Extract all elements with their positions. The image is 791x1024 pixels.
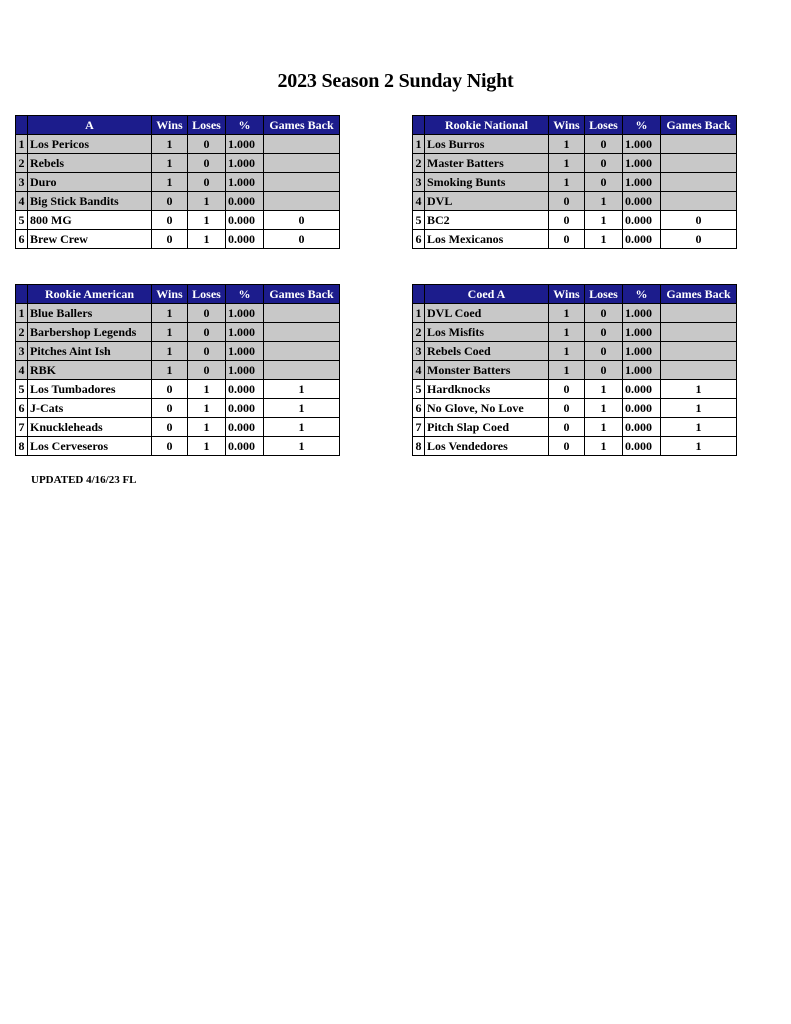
table-row [413,399,737,418]
table-row [413,437,737,456]
loses-header: Loses [188,116,226,135]
table-row [413,173,737,192]
pct-cell: 1.000 [226,135,264,154]
pct-cell: 0.000 [623,418,661,437]
pct-header: % [226,285,264,304]
games-back-cell: 1 [264,418,340,437]
rank-cell: 5 [413,380,425,399]
pct-cell: 0.000 [623,399,661,418]
games-back-cell: 0 [264,211,340,230]
loses-cell: 0 [585,323,623,342]
team-name-cell: Pitches Aint Ish [28,342,152,361]
games-back-cell: 0 [661,230,737,249]
loses-cell: 0 [585,173,623,192]
wins-cell: 0 [152,230,188,249]
team-name-cell: RBK [28,361,152,380]
pct-cell: 0.000 [623,230,661,249]
table-row [413,135,737,154]
rank-header [413,116,425,135]
table-row [413,342,737,361]
pct-cell: 0.000 [623,211,661,230]
standings-table-rookie-national [412,115,737,249]
wins-cell: 1 [152,173,188,192]
team-name-cell: Smoking Bunts [425,173,549,192]
loses-cell: 0 [188,173,226,192]
standings-table-a [15,115,340,249]
games-back-cell: 1 [264,380,340,399]
rank-cell: 2 [16,154,28,173]
wins-cell: 1 [152,323,188,342]
pct-cell: 1.000 [623,361,661,380]
table-row [413,380,737,399]
wins-cell: 0 [152,437,188,456]
loses-cell: 1 [585,211,623,230]
wins-cell: 1 [152,342,188,361]
pct-cell: 0.000 [226,418,264,437]
games-back-cell [661,342,737,361]
wins-cell: 1 [549,323,585,342]
rank-cell: 1 [16,135,28,154]
loses-header: Loses [585,116,623,135]
team-name-cell: Los Burros [425,135,549,154]
games-back-header: Games Back [264,116,340,135]
rank-cell: 1 [413,135,425,154]
rank-header [16,116,28,135]
pct-cell: 1.000 [226,173,264,192]
rank-cell: 5 [16,380,28,399]
loses-cell: 0 [188,304,226,323]
wins-cell: 0 [152,418,188,437]
division-header: Rookie American [28,285,152,304]
pct-cell: 1.000 [226,342,264,361]
wins-header: Wins [152,285,188,304]
pct-cell: 1.000 [623,135,661,154]
team-name-cell: Los Vendedores [425,437,549,456]
wins-cell: 0 [549,399,585,418]
table-row [413,230,737,249]
table-row [16,399,340,418]
games-back-cell [264,173,340,192]
team-name-cell: Rebels Coed [425,342,549,361]
games-back-cell [264,154,340,173]
rank-cell: 6 [16,230,28,249]
rank-cell: 3 [16,173,28,192]
team-name-cell: No Glove, No Love [425,399,549,418]
team-name-cell: Los Mexicanos [425,230,549,249]
games-back-cell: 1 [264,399,340,418]
team-name-cell: DVL [425,192,549,211]
table-row [16,437,340,456]
team-name-cell: Los Pericos [28,135,152,154]
rank-cell: 5 [16,211,28,230]
rank-cell: 4 [16,192,28,211]
loses-cell: 1 [585,192,623,211]
table-row [413,211,737,230]
pct-header: % [226,116,264,135]
games-back-header: Games Back [661,285,737,304]
pct-header: % [623,116,661,135]
table-row [16,211,340,230]
rank-cell: 1 [413,304,425,323]
team-name-cell: Los Cerveseros [28,437,152,456]
team-name-cell: Brew Crew [28,230,152,249]
team-name-cell: Big Stick Bandits [28,192,152,211]
rank-cell: 8 [16,437,28,456]
games-back-cell: 0 [264,230,340,249]
pct-cell: 1.000 [623,154,661,173]
team-name-cell: Rebels [28,154,152,173]
games-back-cell [661,135,737,154]
rank-cell: 2 [16,323,28,342]
table-header-row [413,285,737,304]
table-row [16,418,340,437]
team-name-cell: Hardknocks [425,380,549,399]
wins-cell: 1 [549,342,585,361]
rank-cell: 1 [16,304,28,323]
loses-header: Loses [585,285,623,304]
loses-cell: 0 [188,323,226,342]
loses-cell: 0 [188,361,226,380]
team-name-cell: Barbershop Legends [28,323,152,342]
table-row [16,323,340,342]
team-name-cell: BC2 [425,211,549,230]
rank-cell: 2 [413,323,425,342]
wins-header: Wins [152,116,188,135]
table-row [413,323,737,342]
division-header: Rookie National [425,116,549,135]
loses-cell: 1 [188,230,226,249]
wins-cell: 0 [549,437,585,456]
loses-cell: 1 [585,399,623,418]
games-back-cell [264,342,340,361]
table-header-row [413,116,737,135]
loses-cell: 1 [188,399,226,418]
wins-cell: 1 [549,154,585,173]
games-back-cell [264,192,340,211]
division-header: A [28,116,152,135]
loses-cell: 1 [188,211,226,230]
team-name-cell: Los Tumbadores [28,380,152,399]
loses-cell: 0 [188,154,226,173]
games-back-cell: 1 [661,437,737,456]
table-row [413,361,737,380]
team-name-cell: 800 MG [28,211,152,230]
loses-cell: 0 [585,135,623,154]
rank-cell: 6 [16,399,28,418]
games-back-header: Games Back [661,116,737,135]
games-back-cell [264,361,340,380]
wins-cell: 0 [549,418,585,437]
loses-cell: 0 [188,135,226,154]
wins-cell: 1 [152,361,188,380]
table-row [16,154,340,173]
pct-cell: 1.000 [226,361,264,380]
wins-cell: 1 [549,361,585,380]
games-back-cell [661,154,737,173]
table-row [16,173,340,192]
table-row [413,418,737,437]
pct-cell: 0.000 [623,437,661,456]
division-header: Coed A [425,285,549,304]
pct-cell: 0.000 [226,211,264,230]
table-row [16,380,340,399]
rank-cell: 8 [413,437,425,456]
rank-cell: 6 [413,399,425,418]
pct-cell: 1.000 [623,304,661,323]
games-back-cell [264,135,340,154]
wins-cell: 0 [152,211,188,230]
team-name-cell: Duro [28,173,152,192]
pct-cell: 1.000 [623,173,661,192]
loses-cell: 1 [188,192,226,211]
loses-cell: 0 [188,342,226,361]
pct-cell: 0.000 [226,399,264,418]
table-header-row [16,116,340,135]
pct-cell: 1.000 [226,154,264,173]
rank-cell: 7 [413,418,425,437]
loses-cell: 1 [585,380,623,399]
loses-header: Loses [188,285,226,304]
wins-cell: 0 [549,211,585,230]
table-row [16,192,340,211]
standings-table-coed-a [412,284,737,456]
wins-cell: 0 [549,230,585,249]
loses-cell: 1 [188,380,226,399]
team-name-cell: Master Batters [425,154,549,173]
rank-header [413,285,425,304]
games-back-cell: 1 [661,380,737,399]
table-row [16,342,340,361]
pct-cell: 0.000 [226,192,264,211]
games-back-cell [661,173,737,192]
games-back-cell [264,304,340,323]
games-back-cell [264,323,340,342]
standings-table-rookie-american [15,284,340,456]
rank-cell: 4 [413,361,425,380]
wins-cell: 1 [152,154,188,173]
games-back-cell [661,192,737,211]
rank-cell: 4 [16,361,28,380]
pct-cell: 0.000 [226,437,264,456]
loses-cell: 0 [585,361,623,380]
rank-cell: 3 [16,342,28,361]
loses-cell: 0 [585,304,623,323]
pct-cell: 1.000 [226,323,264,342]
team-name-cell: Knuckleheads [28,418,152,437]
table-row [16,361,340,380]
loses-cell: 1 [585,230,623,249]
team-name-cell: Pitch Slap Coed [425,418,549,437]
rank-cell: 4 [413,192,425,211]
loses-cell: 1 [188,418,226,437]
team-name-cell: J-Cats [28,399,152,418]
pct-header: % [623,285,661,304]
wins-cell: 1 [152,304,188,323]
wins-cell: 1 [549,135,585,154]
wins-cell: 1 [152,135,188,154]
pct-cell: 0.000 [623,192,661,211]
table-row [16,304,340,323]
rank-header [16,285,28,304]
table-row [413,192,737,211]
rank-cell: 3 [413,342,425,361]
loses-cell: 1 [188,437,226,456]
loses-cell: 0 [585,154,623,173]
wins-cell: 0 [549,192,585,211]
rank-cell: 3 [413,173,425,192]
games-back-cell: 0 [661,211,737,230]
wins-header: Wins [549,116,585,135]
team-name-cell: DVL Coed [425,304,549,323]
pct-cell: 0.000 [226,230,264,249]
wins-cell: 0 [152,399,188,418]
games-back-cell [661,304,737,323]
rank-cell: 6 [413,230,425,249]
pct-cell: 0.000 [226,380,264,399]
games-back-cell [661,361,737,380]
updated-note: UPDATED 4/16/23 FL [31,474,137,486]
loses-cell: 1 [585,437,623,456]
games-back-cell [661,323,737,342]
table-row [413,154,737,173]
rank-cell: 7 [16,418,28,437]
pct-cell: 1.000 [226,304,264,323]
wins-cell: 1 [549,173,585,192]
wins-cell: 0 [549,380,585,399]
games-back-header: Games Back [264,285,340,304]
loses-cell: 1 [585,418,623,437]
loses-cell: 0 [585,342,623,361]
pct-cell: 1.000 [623,342,661,361]
pct-cell: 0.000 [623,380,661,399]
games-back-cell: 1 [661,399,737,418]
wins-cell: 0 [152,380,188,399]
table-row [16,230,340,249]
team-name-cell: Los Misfits [425,323,549,342]
table-row [413,304,737,323]
table-row [16,135,340,154]
games-back-cell: 1 [661,418,737,437]
games-back-cell: 1 [264,437,340,456]
team-name-cell: Monster Batters [425,361,549,380]
rank-cell: 2 [413,154,425,173]
rank-cell: 5 [413,211,425,230]
wins-header: Wins [549,285,585,304]
pct-cell: 1.000 [623,323,661,342]
wins-cell: 1 [549,304,585,323]
wins-cell: 0 [152,192,188,211]
page-title: 2023 Season 2 Sunday Night [277,70,514,92]
table-header-row [16,285,340,304]
team-name-cell: Blue Ballers [28,304,152,323]
